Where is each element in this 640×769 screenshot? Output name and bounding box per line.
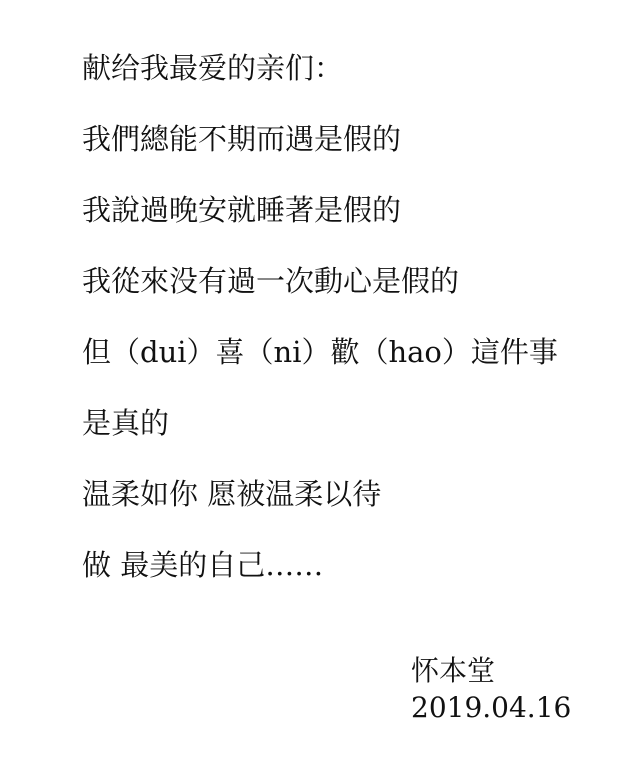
poem-line: 我說過晚安就睡著是假的 — [82, 193, 402, 227]
poem-line: 但（dui）喜（ni）歡（hao）這件事 — [82, 335, 558, 369]
poem-line: 我們總能不期而遇是假的 — [82, 122, 402, 156]
poem-line-dedication: 献给我最爱的亲们： — [82, 51, 344, 85]
signature-author: 怀本堂 — [411, 654, 496, 687]
poem-line: 我從來没有過一次動心是假的 — [82, 264, 460, 298]
poem-line-closing: 做 最美的自己…… — [82, 548, 324, 582]
poem-line: 温柔如你 愿被温柔以待 — [82, 477, 382, 511]
signature-block — [411, 652, 571, 726]
signature-date: 2019.04.16 — [411, 691, 572, 724]
poem-text — [82, 48, 558, 616]
poem-line: 是真的 — [82, 406, 170, 440]
